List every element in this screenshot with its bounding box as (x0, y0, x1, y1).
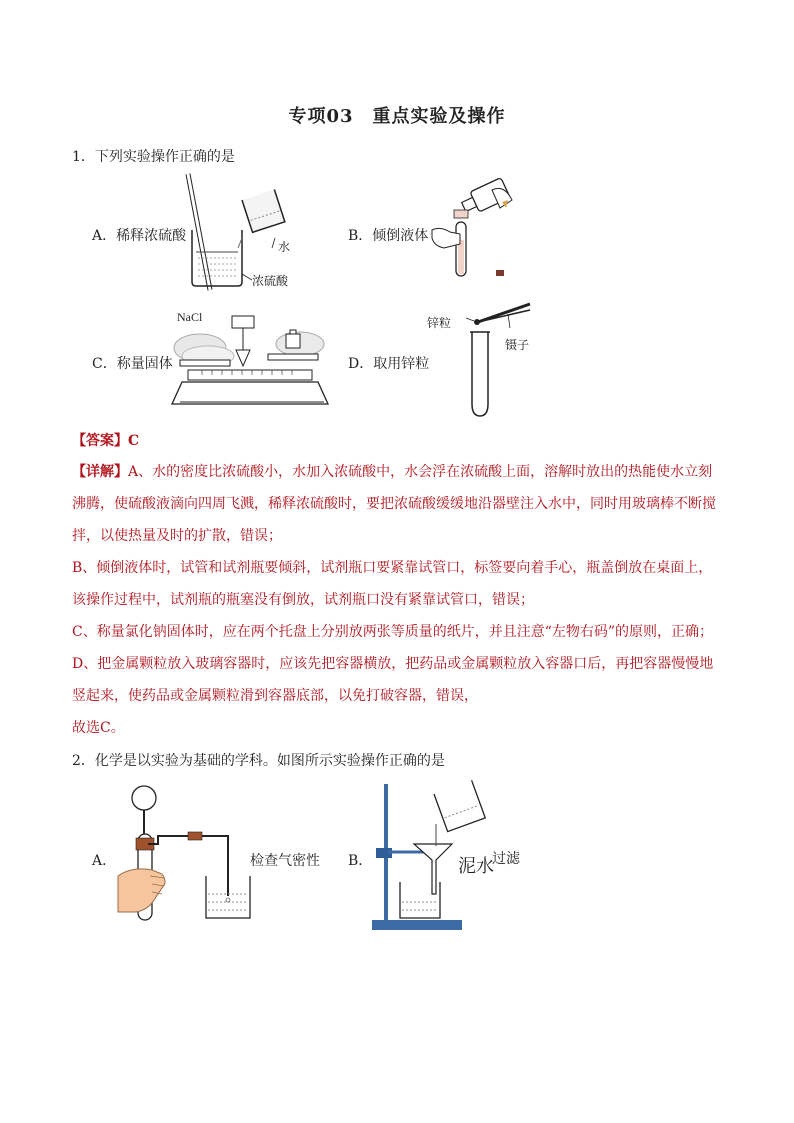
nacl-label: NaCl (177, 310, 203, 324)
airtightness-label: 检查气密性 (250, 853, 320, 869)
q1-option-c: C．称量固体 (92, 356, 173, 372)
tweezers-label: 镊子 (505, 338, 530, 352)
dilute-acid-figure (180, 172, 310, 292)
q2-option-b: B． (348, 853, 373, 869)
mud-water-label: 泥水 (458, 856, 494, 877)
q1-detail (72, 456, 726, 744)
filtration-label: 过滤 (492, 851, 520, 867)
zinc-tube-figure (460, 296, 540, 420)
page-title: 专项03 重点实验及操作 (288, 106, 506, 127)
detail-conclusion: 故选C。 (72, 720, 125, 736)
acid-label: 浓硫酸 (252, 274, 289, 288)
detail-paragraph-d: D、把金属颗粒放入玻璃容器时，应该先把容器横放，把药品或金属颗粒放入容器口后，再把容器慢慢地竖起来，使药品或金属颗粒滑到容器底部，以免打破容器，错误， (72, 656, 714, 704)
answer-tag: 【答案】 (72, 433, 128, 449)
question-1-stem: 1．下列实验操作正确的是 (72, 149, 235, 165)
question-2-stem: 2．化学是以实验为基础的学科。如图所示实验操作正确的是 (72, 753, 445, 769)
airtightness-figure (118, 784, 258, 924)
detail-paragraph-b: B、倾倒液体时，试管和试剂瓶要倾斜，试剂瓶口要紧靠试管口，标签要向着手心，瓶盖倒放在桌面上，该操作过程中，试剂瓶的瓶塞没有倒放，试剂瓶口没有紧靠试管口，错误； (72, 560, 713, 608)
detail-paragraph-c: C、称量氯化钠固体时，应在两个托盘上分别放两张等质量的纸片，并且注意“左物右码”的原则，正确； (72, 624, 714, 640)
q1-option-d: D．取用锌粒 (348, 356, 430, 372)
q1-option-a: A．稀释浓硫酸 (92, 228, 187, 244)
balance-figure (172, 310, 332, 410)
water-label: 水 (278, 240, 291, 254)
q2-option-a: A． (92, 853, 117, 869)
q1-option-b: B．倾倒液体 (348, 228, 429, 244)
q1-answer (72, 430, 139, 450)
answer-value: C (128, 433, 140, 449)
pour-liquid-figure (430, 180, 520, 280)
detail-tag: 【详解】 (72, 464, 128, 480)
zinc-label: 锌粒 (427, 316, 452, 330)
detail-paragraph-a: 【详解】A、水的密度比浓硫酸小，水加入浓硫酸中，水会浮在浓硫酸上面，溶解时放出的热能使水立刻沸腾，使硫酸液滴向四周飞溅，稀释浓硫酸时，要把浓硫酸缓缓地沿器壁注入水中，同时用玻璃棒不断搅拌，以使热量及时的扩散，错误； (72, 464, 716, 544)
